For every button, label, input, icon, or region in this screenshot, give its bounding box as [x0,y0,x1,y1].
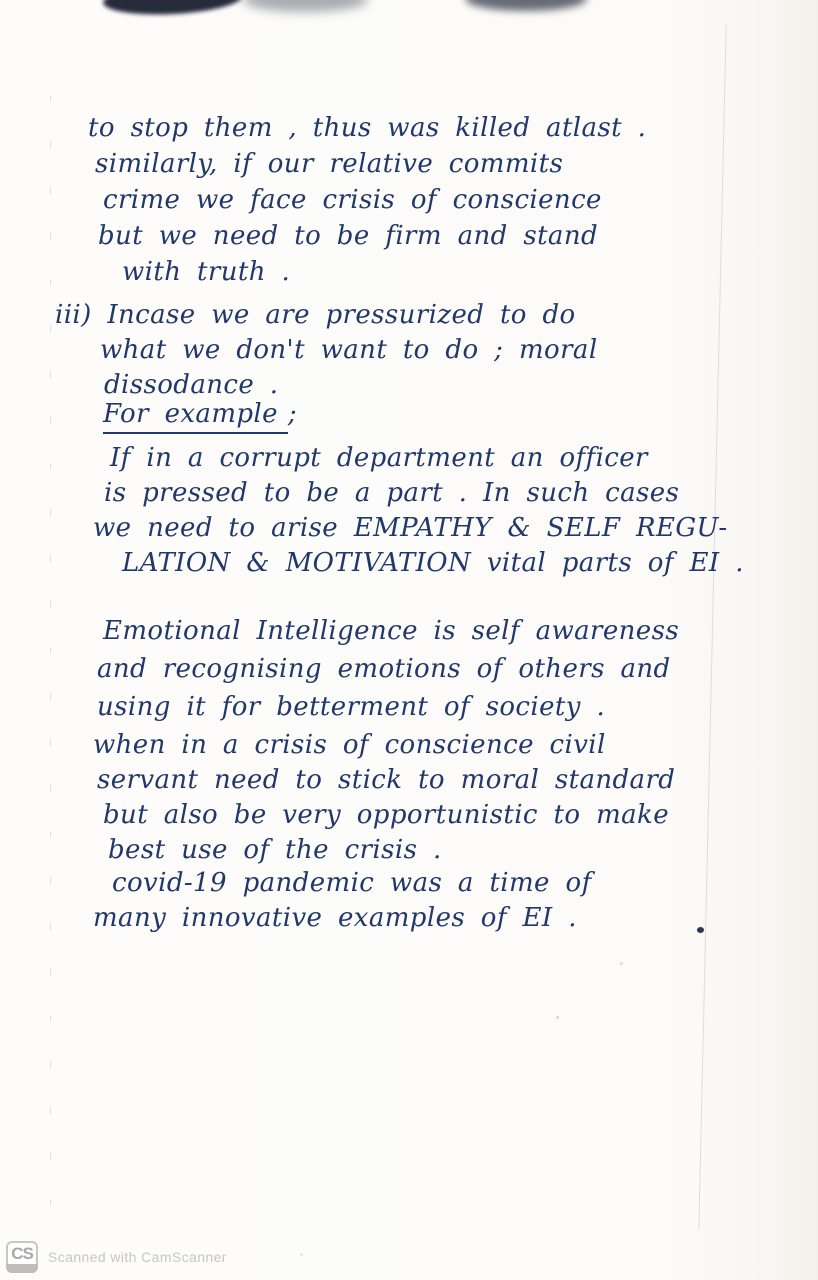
handwritten-line: If in a corrupt department an officer [110,443,648,473]
handwritten-line: we need to arise EMPATHY & SELF REGU- [93,513,728,543]
paper-speck [620,962,623,965]
handwritten-line: best use of the crisis . [108,835,442,865]
camscanner-logo-base [6,1264,38,1273]
paragraph-civil-servant [0,728,818,868]
paragraph-point-iii [0,298,818,403]
handwritten-line: when in a crisis of conscience civil [93,730,606,760]
heading-for-example [103,399,403,429]
handwritten-line: using it for betterment of society . [97,692,606,722]
camscanner-watermark [6,1241,227,1273]
handwritten-line: many innovative examples of EI . [93,903,577,933]
scan-artifact-blob [243,0,368,12]
paper-speck [300,1253,303,1256]
handwritten-line: iii) Incase we are pressurized to do [55,300,576,330]
handwritten-line: similarly, if our relative commits [95,149,564,179]
camscanner-logo-icon [6,1241,38,1273]
paragraph-example-corrupt-department [0,441,818,581]
handwritten-line: dissodance . [104,370,279,400]
handwritten-line: but also be very opportunistic to make [103,800,670,830]
handwritten-line: what we don't want to do ; moral [100,335,598,365]
handwritten-line: to stop them , thus was killed atlast . [88,113,647,143]
handwritten-line: is pressed to be a part . In such cases [104,478,680,508]
handwritten-line: servant need to stick to moral standard [97,765,676,795]
handwritten-line: covid-19 pandemic was a time of [112,868,592,898]
paragraph-relative-crime [0,110,818,290]
paragraph-ei-definition [0,612,818,726]
for-example-underlined-text: For example [103,399,288,434]
handwritten-line: and recognising emotions of others and [97,654,671,684]
handwritten-line: but we need to be firm and stand [98,221,599,251]
camscanner-logo-text: CS [11,1244,33,1263]
paper-speck [556,1016,559,1019]
handwritten-line: crime we face crisis of conscience [103,185,602,215]
for-example-punctuation: ; [287,399,298,429]
handwritten-line: LATION & MOTIVATION vital parts of EI . [122,548,744,578]
paragraph-covid-pandemic [0,866,818,936]
scan-artifact-blob [102,0,243,18]
handwritten-line: Emotional Intelligence is self awareness [103,616,680,646]
handwritten-line: with truth . [122,257,291,287]
scan-artifact-blob [465,0,587,11]
watermark-label: Scanned with CamScanner [48,1249,227,1265]
